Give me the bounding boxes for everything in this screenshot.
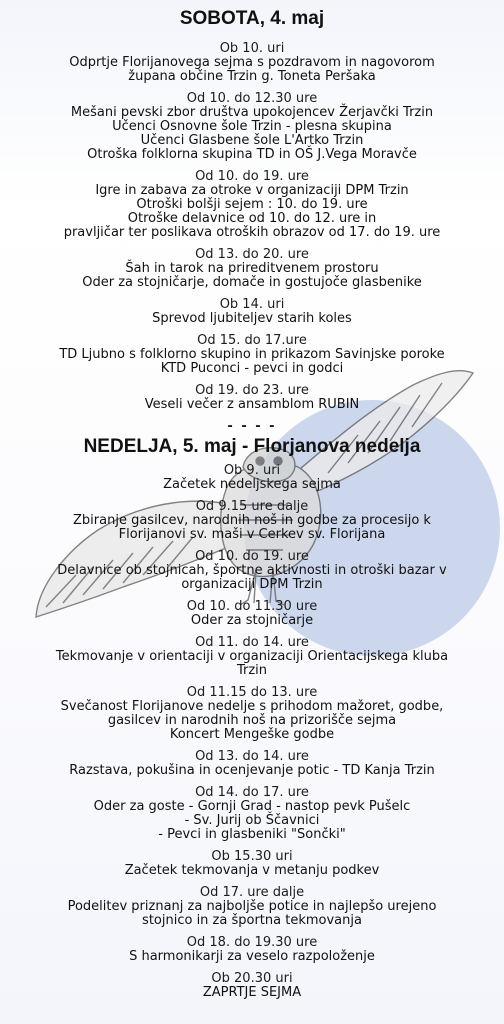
event-description: Začetek tekmovanja v metanju podkev <box>124 863 380 878</box>
event-description: Otroške delavnice od 10. do 12. ure in <box>127 211 377 226</box>
event-description: KTD Puconci - pevci in godci <box>160 361 344 376</box>
event-block <box>0 42 504 84</box>
event-block <box>0 886 504 928</box>
event-description: Učenci Osnovne šole Trzin - plesna skupina <box>112 119 392 134</box>
event-description: Tekmovanje v orientaciji v organizaciji Orientacijskega kluba <box>55 649 449 664</box>
event-description: S harmonikarji za veselo razpoloženje <box>129 949 375 964</box>
event-time: Od 19. do 23. ure <box>195 383 309 398</box>
event-block <box>0 248 504 290</box>
event-description: stojnico in za športna tekmovanja <box>142 913 362 928</box>
event-description: pravljičar ter poslikava otroških obrazov od 17. do 19. ure <box>63 225 441 240</box>
event-description: Podelitev priznanj za najboljše potice in najlepšo urejeno <box>67 899 437 914</box>
event-description: Otroška folklorna skupina TD in OŠ J.Vega Moravče <box>87 147 417 162</box>
event-description: župana občine Trzin g. Toneta Peršaka <box>128 69 376 84</box>
event-description: Šah in tarok na prireditvenem prostoru <box>125 261 379 276</box>
event-description: organizaciji DPM Trzin <box>181 577 323 592</box>
event-block <box>0 600 504 628</box>
event-block <box>0 500 504 542</box>
program-content <box>0 8 504 1008</box>
event-time: Od 9.15 ure dalje <box>195 499 309 514</box>
event-description: Delavnice ob stojnicah, športne aktivnosti in otroški bazar v <box>57 563 447 578</box>
event-time: Od 13. do 20. ure <box>195 247 309 262</box>
event-time: Od 11.15 do 13. ure <box>186 685 318 700</box>
event-description: gasilcev in narodnih noš na prizorišče sejma <box>107 713 397 728</box>
event-time: Ob 15.30 uri <box>211 849 293 864</box>
event-description: ZAPRTJE SEJMA <box>202 985 302 1000</box>
sunday-events <box>0 464 504 1000</box>
event-block <box>0 464 504 492</box>
event-time: Ob 20.30 uri <box>211 971 293 986</box>
event-time: Od 17. ure dalje <box>199 885 305 900</box>
saturday-events <box>0 42 504 412</box>
event-description: Svečanost Florijanove nedelje s prihodom mažoret, godbe, <box>60 699 444 714</box>
event-block <box>0 550 504 592</box>
event-block <box>0 936 504 964</box>
event-description: Zbiranje gasilcev, narodnih noš in godbe za procesijo k <box>73 513 431 528</box>
event-description: Trzin <box>236 663 268 678</box>
event-description: Oder za goste - Gornji Grad - nastop pevk Pušelc <box>93 799 411 814</box>
event-time: Od 10. do 12.30 ure <box>186 91 318 106</box>
event-description: - Sv. Jurij ob Ščavnici <box>184 813 320 828</box>
event-description: Razstava, pokušina in ocenjevanje potic - TD Kanja Trzin <box>69 763 435 778</box>
event-time: Od 10. do 19. ure <box>195 169 309 184</box>
separator: - - - - <box>227 419 277 434</box>
event-description: - Pevci in glasbeniki "Sončki" <box>158 827 346 842</box>
event-description: Učenci Glasbene šole L'Artko Trzin <box>140 133 364 148</box>
event-description: Koncert Mengeške godbe <box>169 727 335 742</box>
event-description: Florijanovi sv. maši v Cerkev sv. Florijana <box>118 527 386 542</box>
event-block <box>0 636 504 678</box>
event-description: Sprevod ljubiteljev starih koles <box>152 311 352 326</box>
event-time: Ob 14. uri <box>219 297 285 312</box>
event-time: Od 11. do 14. ure <box>195 635 309 650</box>
event-description: Mešani pevski zbor društva upokojencev Žerjavčki Trzin <box>70 105 434 120</box>
event-block <box>0 750 504 778</box>
event-description: Otroški bolšji sejem : 10. do 19. ure <box>136 197 368 212</box>
event-description: Oder za stojničarje <box>190 613 314 628</box>
saturday-heading: SOBOTA, 4. maj <box>179 8 325 29</box>
event-description: Začetek nedeljskega sejma <box>163 477 341 492</box>
event-block <box>0 384 504 412</box>
event-time: Od 18. do 19.30 ure <box>186 935 318 950</box>
event-time: Ob 10. uri <box>219 41 285 56</box>
event-description: Odprtje Florijanovega sejma s pozdravom in nagovorom <box>69 55 435 70</box>
event-description: Igre in zabava za otroke v organizaciji DPM Trzin <box>95 183 409 198</box>
event-time: Od 10. do 19. ure <box>195 549 309 564</box>
event-description: Oder za stojničarje, domače in gostujoče glasbenike <box>82 275 422 290</box>
event-description: Veseli večer z ansamblom RUBIN <box>144 397 360 412</box>
event-block <box>0 334 504 376</box>
event-time: Od 15. do 17.ure <box>197 333 307 348</box>
event-block <box>0 92 504 162</box>
event-block <box>0 786 504 842</box>
event-block <box>0 686 504 742</box>
event-description: TD Ljubno s folklorno skupino in prikazom Savinjske poroke <box>59 347 445 362</box>
sunday-heading: NEDELJA, 5. maj - Florjanova nedelja <box>83 436 421 457</box>
event-time: Ob 9. uri <box>223 463 281 478</box>
event-block <box>0 170 504 240</box>
event-block <box>0 850 504 878</box>
event-time: Od 10. do 11.30 ure <box>186 599 318 614</box>
event-time: Od 14. do 17. ure <box>195 785 309 800</box>
event-block <box>0 972 504 1000</box>
event-time: Od 13. do 14. ure <box>195 749 309 764</box>
event-block <box>0 298 504 326</box>
